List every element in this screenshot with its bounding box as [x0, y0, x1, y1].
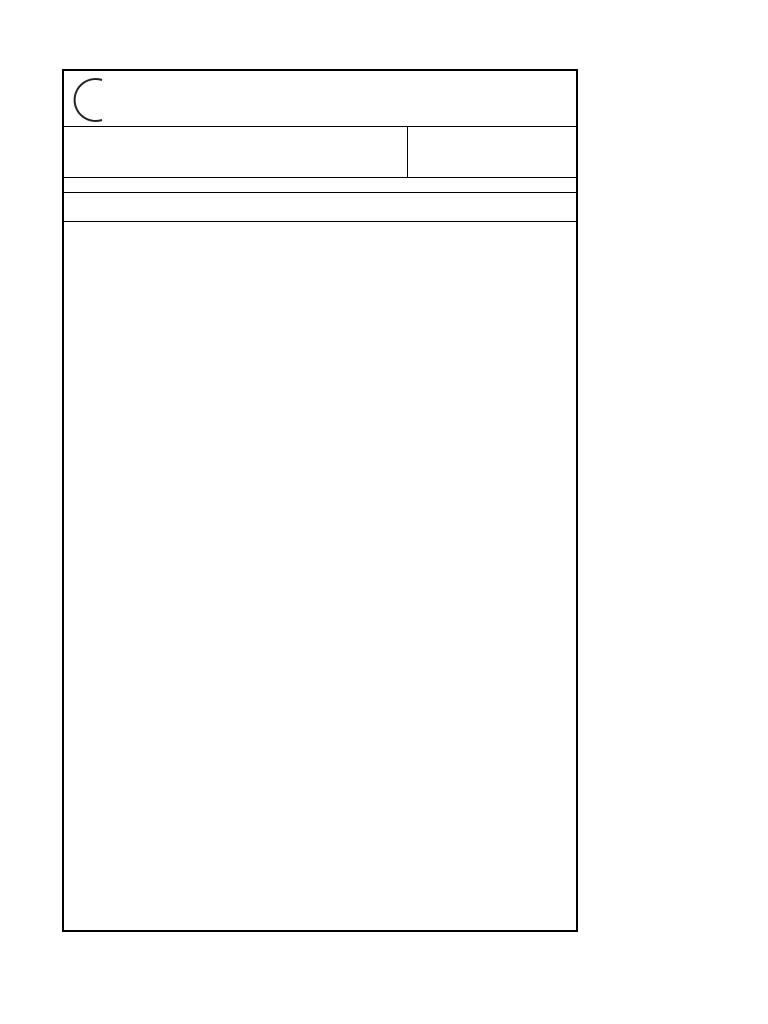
checklist-sheet [62, 69, 578, 932]
logo-row [64, 71, 576, 127]
month-field[interactable] [408, 126, 576, 177]
company-logo [68, 75, 168, 123]
title-cell [64, 126, 408, 177]
logo-arc-icon [68, 75, 128, 123]
title-row [64, 126, 576, 178]
table-header [64, 193, 576, 222]
instruction-row [64, 177, 576, 193]
